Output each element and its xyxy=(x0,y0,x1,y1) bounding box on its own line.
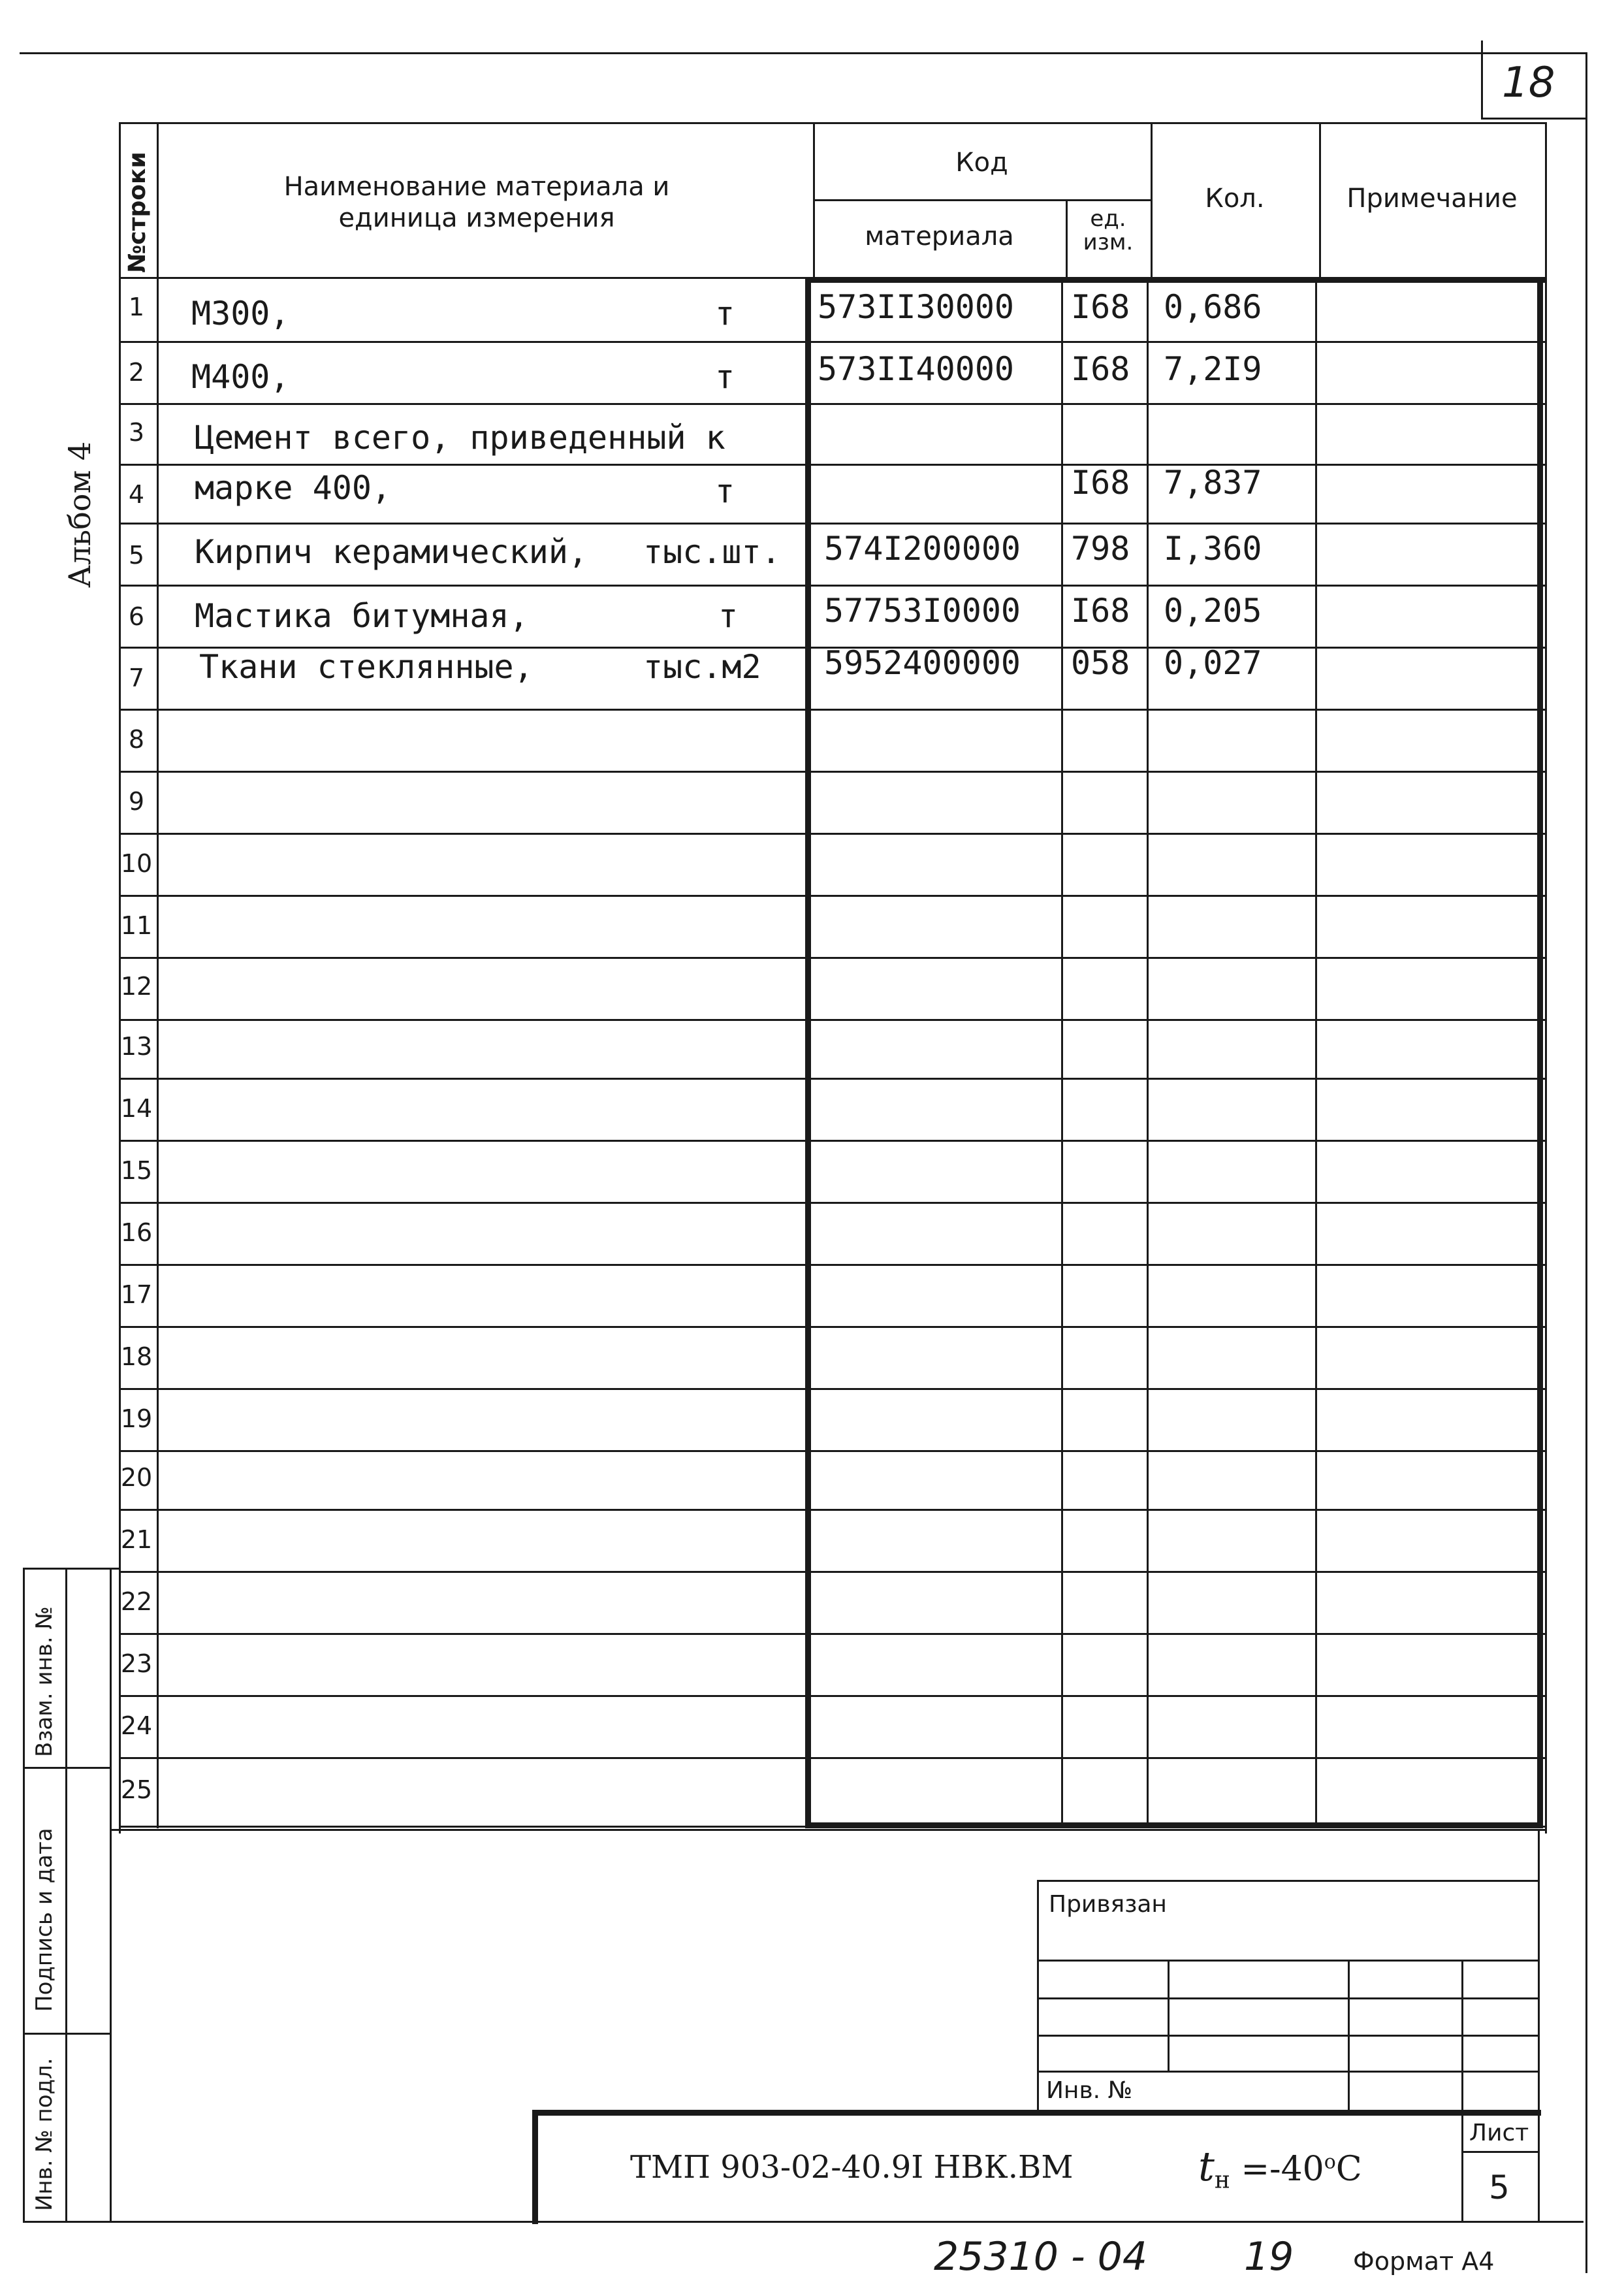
album-label: Альбом 4 xyxy=(62,441,97,588)
sheet-corner-number: 18 xyxy=(1502,59,1555,107)
side-stamp-left xyxy=(23,1568,25,2221)
quantity: 7,837 xyxy=(1164,464,1262,502)
sheet-number: 5 xyxy=(1489,2169,1510,2206)
material-unit: т xyxy=(715,358,735,396)
row-number: 19 xyxy=(120,1404,153,1433)
unit-code: 058 xyxy=(1071,644,1130,682)
material-code: 574I200000 xyxy=(824,530,1021,568)
sheet-box-sep xyxy=(1461,2151,1540,2153)
inv-no-label: Инв. № xyxy=(1046,2077,1133,2104)
right-border-line xyxy=(1585,52,1587,2273)
page-number-handwritten: 19 xyxy=(1244,2234,1294,2280)
privyazan-box-sep4 xyxy=(1037,2071,1540,2073)
quantity: 7,2I9 xyxy=(1164,350,1262,388)
privyazan-box-top xyxy=(1037,1880,1540,1882)
privyazan-col3 xyxy=(1461,1960,1463,2110)
unit-code: I68 xyxy=(1071,350,1130,388)
row-number: 12 xyxy=(120,972,153,1001)
podpis-data-label: Подпись и дата xyxy=(31,1828,57,2012)
quantity: 0,205 xyxy=(1164,592,1262,630)
row-number: 11 xyxy=(120,911,153,940)
sheet-box-left xyxy=(1461,2110,1463,2221)
row-number: 2 xyxy=(128,358,145,387)
code-subheader-line xyxy=(813,199,1151,201)
data-frame-top xyxy=(810,277,1546,283)
qty-sep xyxy=(1147,277,1149,1822)
quantity: I,360 xyxy=(1164,530,1262,568)
row-number: 13 xyxy=(120,1032,153,1061)
material-code: 57753I0000 xyxy=(824,592,1021,630)
temperature-symbol: t xyxy=(1198,2142,1215,2190)
row-number: 20 xyxy=(120,1463,153,1492)
privyazan-box-sep1 xyxy=(1037,1960,1540,1962)
material-name: Цемент всего, приведенный к xyxy=(195,419,725,457)
row-number: 14 xyxy=(120,1094,153,1123)
side-stamp-right xyxy=(110,1568,112,2221)
privyazan-label: Привязан xyxy=(1049,1891,1167,1918)
row-number: 5 xyxy=(128,541,145,570)
row-number: 16 xyxy=(120,1218,153,1247)
top-border-line xyxy=(20,52,1587,54)
temperature-value: =-40 xyxy=(1241,2150,1324,2189)
designation-text: ТМП 903-02-40.9I НВК.ВМ xyxy=(630,2149,1074,2186)
title-block-top-line xyxy=(110,1829,1545,1831)
material-unit: тыс.шт. xyxy=(643,533,781,571)
unit-code-sep xyxy=(1061,277,1063,1822)
material-unit: т xyxy=(718,597,739,635)
data-frame-left xyxy=(805,277,811,1828)
unit-code: 798 xyxy=(1071,530,1130,568)
designation-top xyxy=(532,2110,1541,2116)
row-number: 23 xyxy=(120,1649,153,1678)
row-number: 24 xyxy=(120,1711,153,1740)
header-qty: Кол. xyxy=(1205,184,1265,214)
material-name: марке 400, xyxy=(195,469,392,507)
privyazan-box-left xyxy=(1037,1880,1039,2110)
note-sep xyxy=(1315,277,1317,1822)
material-code: 5952400000 xyxy=(824,644,1021,682)
side-stamp-top xyxy=(23,1568,119,1570)
data-frame-right xyxy=(1537,277,1543,1828)
material-code: 573II30000 xyxy=(818,288,1015,326)
header-note: Примечание xyxy=(1346,184,1518,214)
unit-code: I68 xyxy=(1071,464,1130,502)
privyazan-box-sep2 xyxy=(1037,1997,1540,1999)
temperature-unit: С xyxy=(1335,2150,1362,2189)
material-unit: т xyxy=(715,472,735,510)
row-number: 3 xyxy=(128,418,145,447)
row-number: 15 xyxy=(120,1156,153,1185)
sheet-label: Лист xyxy=(1469,2120,1529,2146)
title-block-right xyxy=(1538,1829,1540,2221)
side-stamp-mid xyxy=(65,1568,67,2221)
privyazan-box-sep3 xyxy=(1037,2035,1540,2037)
quantity: 0,027 xyxy=(1164,644,1262,682)
unit-code: I68 xyxy=(1071,288,1130,326)
unit-code: I68 xyxy=(1071,592,1130,630)
row-number: 25 xyxy=(120,1775,153,1804)
archive-number: 25310 - 04 xyxy=(934,2234,1148,2280)
format-label: Формат А4 xyxy=(1353,2247,1495,2276)
row-number: 17 xyxy=(120,1280,153,1309)
design-temperature xyxy=(1198,2142,1362,2193)
table-right xyxy=(1545,122,1547,1834)
row-number: 1 xyxy=(128,293,145,321)
side-stamp-sep2 xyxy=(23,2033,111,2035)
designation-left xyxy=(532,2110,538,2224)
material-code: 573II40000 xyxy=(818,350,1015,388)
privyazan-col2 xyxy=(1348,1960,1350,2110)
quantity: 0,686 xyxy=(1164,288,1262,326)
row-number: 22 xyxy=(120,1587,153,1616)
row-number: 9 xyxy=(128,787,145,816)
header-material-code: материала xyxy=(865,221,1014,251)
side-stamp-bottom xyxy=(23,2221,1584,2223)
material-unit: тыс.м2 xyxy=(643,648,761,686)
row-number: 10 xyxy=(120,849,153,878)
header-row-number: №строки xyxy=(124,152,151,273)
header-name: Наименование материала и единица измерения xyxy=(283,172,670,233)
privyazan-col1 xyxy=(1168,1960,1170,2071)
material-unit: т xyxy=(715,295,735,332)
row-number: 21 xyxy=(120,1525,153,1554)
row-number: 7 xyxy=(128,664,145,692)
material-name: Ткани стеклянные, xyxy=(199,648,533,686)
header-unit-code: ед. изм. xyxy=(1083,206,1134,255)
row-number: 4 xyxy=(128,480,145,509)
material-name: Кирпич керамический, xyxy=(195,533,588,571)
side-stamp-sep1 xyxy=(23,1767,111,1769)
material-name: М400, xyxy=(191,358,290,396)
corner-box-left xyxy=(1481,40,1483,118)
degree-sign: о xyxy=(1324,2150,1336,2174)
header-code: Код xyxy=(955,148,1008,178)
table-top xyxy=(119,122,1546,124)
material-name: М300, xyxy=(191,295,290,332)
corner-box-bottom xyxy=(1481,118,1585,120)
material-name: Мастика битумная, xyxy=(195,597,529,635)
vzam-inv-label: Взам. инв. № xyxy=(31,1606,57,1757)
row-number: 6 xyxy=(128,602,145,631)
inv-podl-label: Инв. № подл. xyxy=(31,2058,57,2211)
row-number: 18 xyxy=(120,1342,153,1371)
row-number: 8 xyxy=(128,725,145,754)
temperature-subscript: н xyxy=(1214,2167,1230,2194)
